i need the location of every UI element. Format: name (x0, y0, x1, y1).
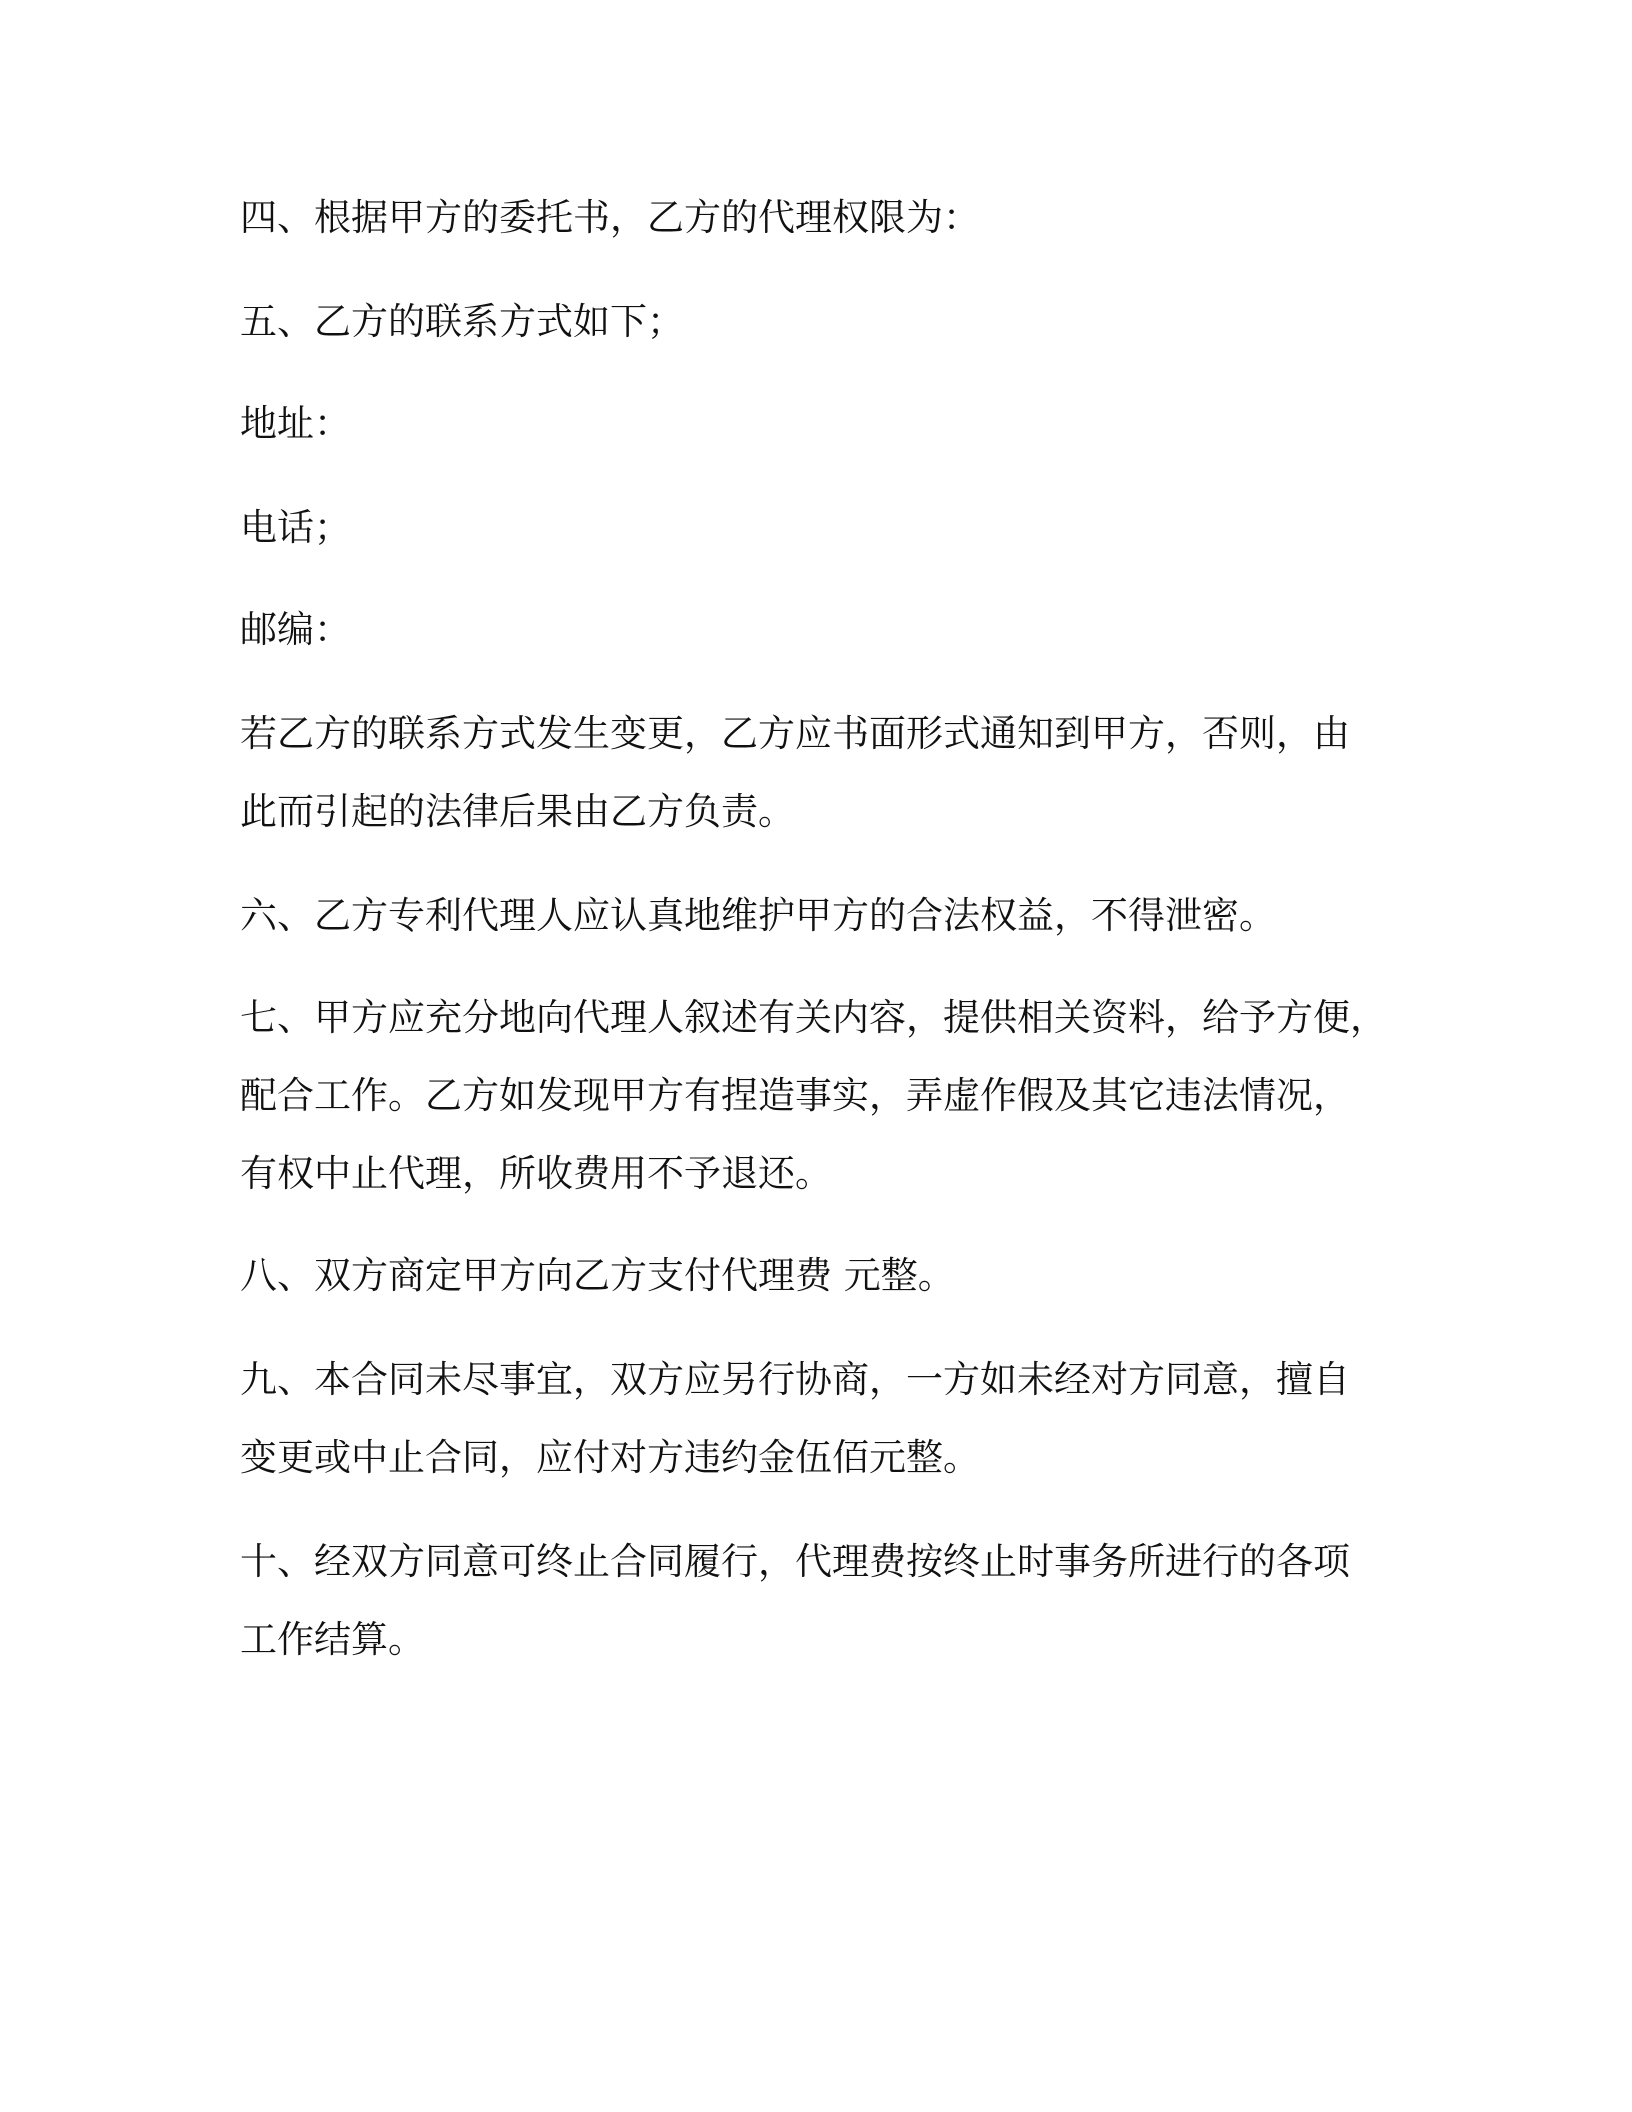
clause-9-line-2: 变更或中止合同，应付对方违约金伍佰元整。 (240, 1436, 980, 1479)
clause-4-authority: 四、根据甲方的委托书，乙方的代理权限为： (240, 196, 980, 239)
clause-7-line-1: 七、甲方应充分地向代理人叙述有关内容，提供相关资料，给予方便， (240, 996, 1387, 1039)
clause-7-line-3: 有权中止代理，所收费用不予退还。 (240, 1152, 832, 1195)
clause-5-contact: 五、乙方的联系方式如下； (240, 300, 684, 343)
address-label: 地址： (240, 402, 351, 445)
clause-6-confidentiality: 六、乙方专利代理人应认真地维护甲方的合法权益，不得泄密。 (240, 894, 1276, 937)
postcode-label: 邮编： (240, 608, 351, 651)
phone-label: 电话； (240, 506, 351, 549)
clause-8-fee: 八、双方商定甲方向乙方支付代理费 元整。 (240, 1254, 955, 1297)
contact-change-line-2: 此而引起的法律后果由乙方负责。 (240, 790, 795, 833)
clause-9-line-1: 九、本合同未尽事宜，双方应另行协商，一方如未经对方同意，擅自 (240, 1358, 1350, 1401)
clause-7-line-2: 配合工作。乙方如发现甲方有捏造事实，弄虚作假及其它违法情况， (240, 1074, 1350, 1117)
contact-change-line-1: 若乙方的联系方式发生变更，乙方应书面形式通知到甲方，否则，由 (240, 712, 1350, 755)
clause-10-line-2: 工作结算。 (240, 1618, 425, 1661)
clause-10-line-1: 十、经双方同意可终止合同履行，代理费按终止时事务所进行的各项 (240, 1540, 1350, 1583)
